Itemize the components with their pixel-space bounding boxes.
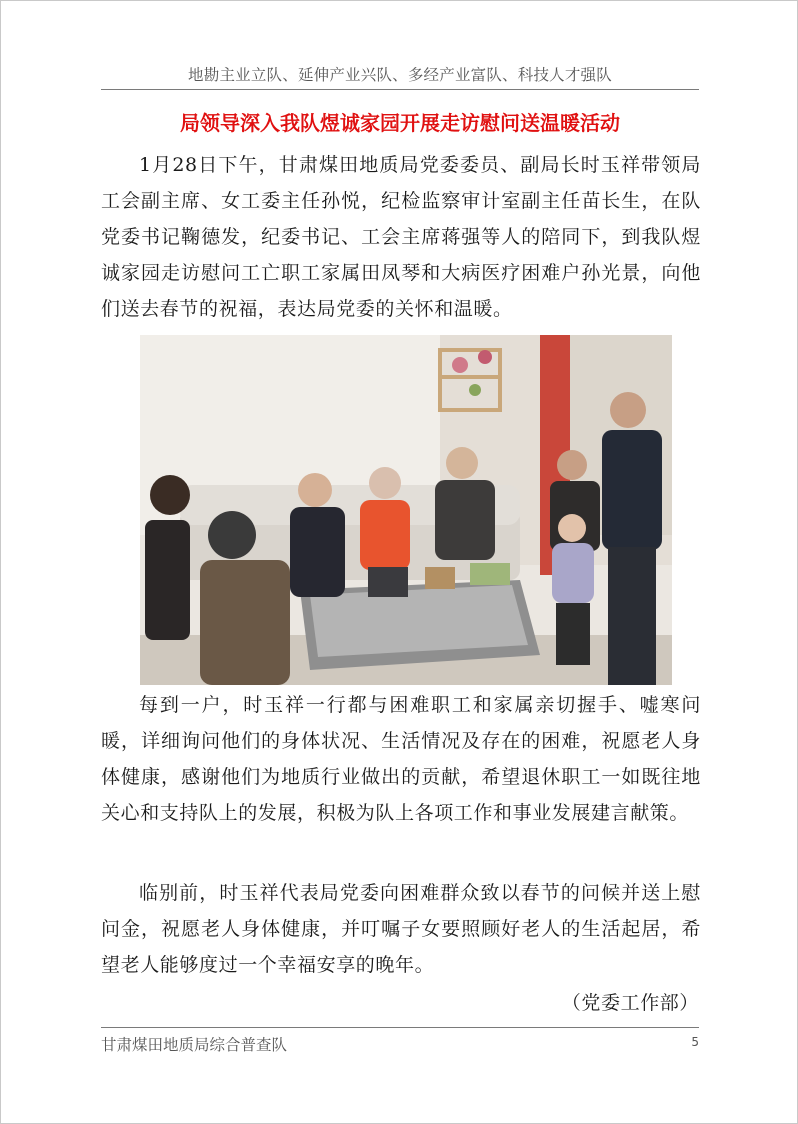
article-signature: （党委工作部） <box>561 992 699 1014</box>
paragraph-3: 临别前，时玉祥代表局党委向困难群众致以春节的问候并送上慰问金，祝愿老人身体健康，并叮嘱子女要照顾好老人的生活起居，希望老人能够度过一个幸福安享的晚年。 <box>101 882 701 976</box>
footer-organization: 甘肃煤田地质局综合普查队 <box>101 1036 288 1054</box>
header-rule <box>101 89 699 90</box>
article-photo <box>140 335 672 685</box>
photo-visit-scene <box>140 335 672 685</box>
page-number: 5 <box>691 1035 699 1049</box>
page-header: 地勘主业立队、延伸产业兴队、多经产业富队、科技人才强队 <box>188 66 612 84</box>
article-title: 局领导深入我队煜诚家园开展走访慰问送温暖活动 <box>180 111 620 135</box>
paragraph-2: 每到一户，时玉祥一行都与困难职工和家属亲切握手、嘘寒问暖，详细询问他们的身体状况、生活情况及存在的困难，祝愿老人身体健康，感谢他们为地质行业做出的贡献，希望退休职工一如既往地关心和支持队上的发展，积极为队上各项工作和事业发展建言献策。 <box>101 694 701 824</box>
footer-rule <box>101 1027 699 1028</box>
paragraph-1: 1月28日下午，甘肃煤田地质局党委委员、副局长时玉祥带领局工会副主席、女工委主任孙悦，纪检监察审计室副主任苗长生，在队党委书记鞠德发，纪委书记、工会主席蒋强等人的陪同下，到我队煜诚家园走访慰问工亡职工家属田凤琴和大病医疗困难户孙光景，向他们送去春节的祝福，表达局党委的关怀和温暖。 <box>101 154 701 320</box>
